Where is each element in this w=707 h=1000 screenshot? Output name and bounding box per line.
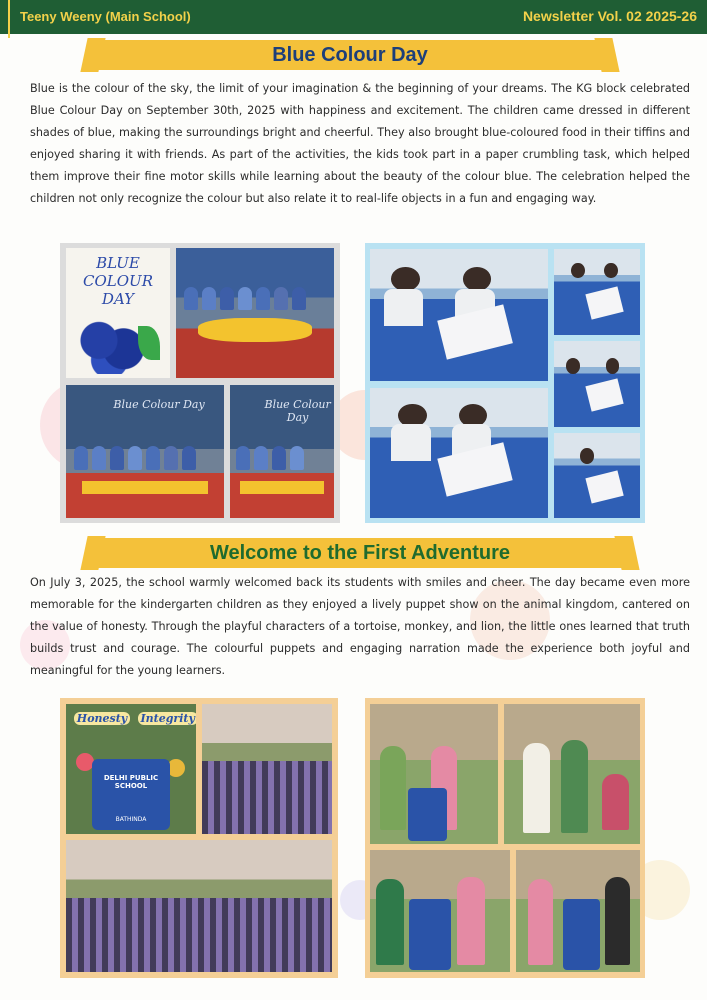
children-group bbox=[72, 446, 217, 470]
wall-label: Blue Colour Day bbox=[264, 398, 331, 425]
photo-students-assembly bbox=[202, 704, 332, 834]
photo-students-assembly-wide bbox=[66, 840, 332, 972]
photo-paper-crumbling-activity bbox=[370, 388, 548, 518]
chart-paper bbox=[586, 379, 624, 412]
photo-group-in-front-of-wall bbox=[66, 385, 224, 518]
wall-label: Blue Colour Day bbox=[113, 398, 205, 412]
photo-puppet-show-performers bbox=[516, 850, 640, 972]
yellow-table bbox=[240, 481, 323, 494]
photo-paper-crumbling-activity bbox=[370, 249, 548, 381]
children-group bbox=[182, 287, 327, 310]
section-body-blue-colour-day: Blue is the colour of the sky, the limit of your imagination & the beginning of your dreams. The KG block celebrated Blue Colour Day on September 30th, 2025 with happiness and excitement. The children came dressed in different shades of blue, making the surroundings bright and cheerful. They also brought blue-coloured food in their tiffins and enjoyed sharing it with friends. As part of the activities, the kids took part in a paper crumbling task, which helped them improve their fine motor skills while learning about the beauty of the colour blue. The celebration helped the children not only recognize the colour but also relate it to real-life objects in a fun and engaging way. bbox=[30, 82, 690, 205]
newsletter-volume: Newsletter Vol. 02 2025-26 bbox=[522, 8, 697, 24]
header-corner-ornament bbox=[8, 0, 10, 38]
section-title-banner bbox=[90, 538, 630, 568]
yellow-table bbox=[82, 481, 208, 494]
photo-teachers-with-puppets bbox=[504, 704, 640, 844]
seated-students bbox=[66, 898, 332, 972]
sign-school-name: DELHI PUBLIC SCHOOL bbox=[103, 774, 159, 791]
section-title-welcome-adventure: Welcome to the First Adventure bbox=[209, 542, 511, 564]
photo-puppet-show-stage bbox=[370, 850, 510, 972]
section-body-welcome-adventure: On July 3, 2025, the school warmly welcomed back its students with smiles and cheer. The day became even more memorable for the kindergarten children as they enjoyed a lively puppet show on the animal kingdom, cantered on the value of honesty. Through the playful characters of a tortoise, monkey, and lion, the little ones learned that truth builds trust and courage. The colourful puppets and engaging narration made the experience both joyful and meaningful for the young learners. bbox=[30, 576, 690, 677]
chart-paper bbox=[586, 287, 624, 320]
blue-colour-day-chart-paper bbox=[437, 305, 512, 360]
newsletter-header bbox=[0, 0, 707, 34]
blue-colour-day-chart-paper bbox=[437, 443, 512, 497]
photo-collage-welcome-left bbox=[60, 698, 338, 978]
yellow-table bbox=[198, 318, 312, 341]
photo-activity-small bbox=[554, 433, 640, 518]
chart-paper bbox=[586, 470, 624, 503]
section-title-banner bbox=[90, 40, 610, 70]
photo-blue-colour-day-sign bbox=[66, 248, 170, 378]
photo-collage-blue-day-left bbox=[60, 243, 340, 523]
school-sign-board bbox=[92, 759, 170, 831]
photo-collage-blue-day-right bbox=[365, 243, 645, 523]
photo-puppet-show-teachers bbox=[370, 704, 498, 844]
photo-children-at-table bbox=[176, 248, 334, 378]
photo-puppet-stage bbox=[66, 704, 196, 834]
stage-word-integrity: Integrity bbox=[138, 712, 197, 725]
photo-group-in-front-of-wall bbox=[230, 385, 334, 518]
photo-activity-small bbox=[554, 341, 640, 427]
children-group bbox=[234, 446, 330, 470]
sign-text: BLUE COLOUR DAY bbox=[83, 254, 153, 308]
sign-city: BATHINDA bbox=[115, 815, 147, 823]
section-title-blue-colour-day: Blue Colour Day bbox=[272, 44, 428, 66]
photo-collage-welcome-right bbox=[365, 698, 645, 978]
school-name: Teeny Weeny (Main School) bbox=[20, 9, 191, 24]
stage-word-honesty: Honesty bbox=[74, 712, 130, 725]
photo-activity-small bbox=[554, 249, 640, 335]
seated-students bbox=[202, 761, 332, 834]
